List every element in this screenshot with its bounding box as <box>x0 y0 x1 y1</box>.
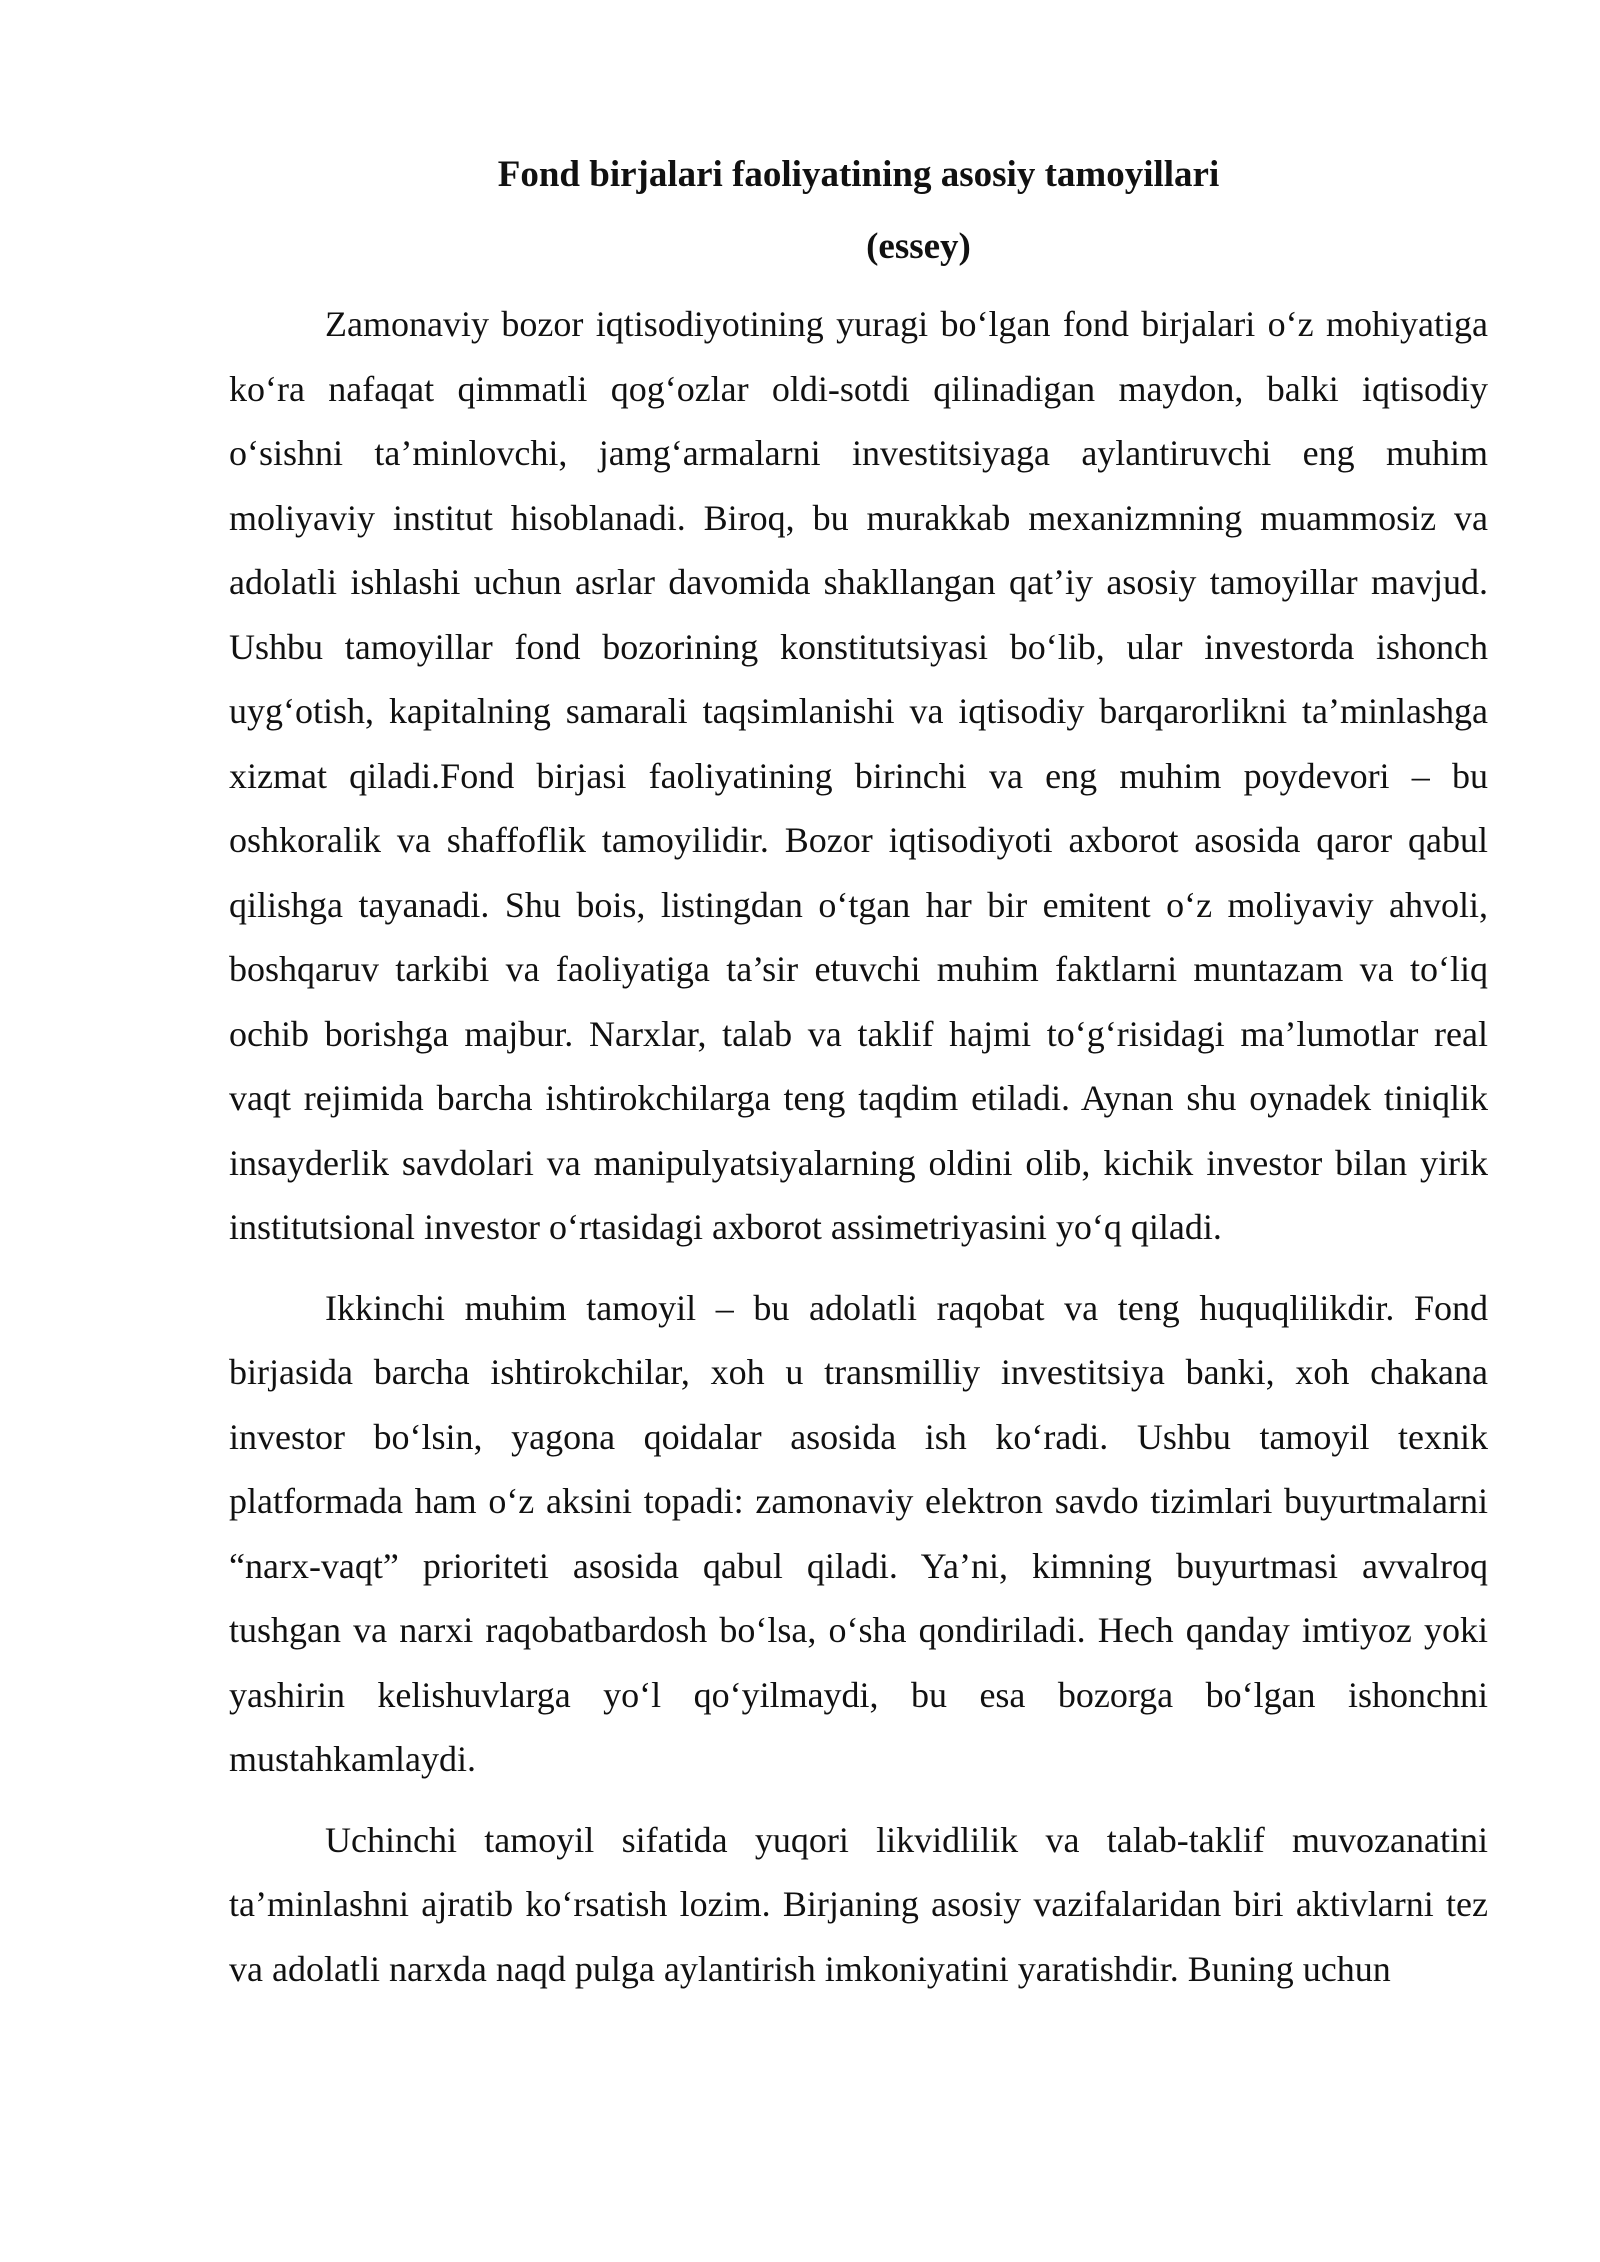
paragraph-3: Uchinchi tamoyil sifatida yuqori likvidlilik va talab-taklif muvozanatini ta’minlashni ajratib ko‘rsatish lozim. Birjaning asosiy vazifalaridan biri aktivlarni tez va adolatli narxda naqd pulga aylantirish imkoniyatini yaratishdir. Buning uchun <box>229 1819 1488 1989</box>
paragraph-2: Ikkinchi muhim tamoyil – bu adolatli raqobat va teng huquqlilikdir. Fond birjasida barcha ishtirokchilar, xoh u transmilliy investitsiya banki, xoh chakana investor bo‘lsin, yagona qoidalar asosida ish ko‘radi. Ushbu tamoyil texnik platformada ham o‘z aksini topadi: zamonaviy elektron savdo tizimlari buyurtmalarni “narx-vaqt” prioriteti asosida qabul qiladi. Ya’ni, kimning buyurtmasi avvalroq tushgan va narxi raqobatbardosh bo‘lsa, o‘sha qondiriladi. Hech qanday imtiyoz yoki yashirin kelishuvlarga yo‘l qo‘yilmaydi, bu esa bozorga bo‘lgan ishonchni mustahkamlaydi. <box>229 1287 1488 1779</box>
essay-body <box>229 150 1488 2001</box>
paragraph-1: Zamonaviy bozor iqtisodiyotining yuragi bo‘lgan fond birjalari o‘z mohiyatiga ko‘ra nafaqat qimmatli qog‘ozlar oldi-sotdi qilinadigan maydon, balki iqtisodiy o‘sishni ta’minlovchi, jamg‘armalarni investitsiyaga aylantiruvchi eng muhim moliyaviy institut hisoblanadi. Biroq, bu murakkab mexanizmning muammosiz va adolatli ishlashi uchun asrlar davomida shakllangan qat’iy asosiy tamoyillar mavjud. Ushbu tamoyillar fond bozorining konstitutsiyasi bo‘lib, ular investorda ishonch uyg‘otish, kapitalning samarali taqsimlanishi va iqtisodiy barqarorlikni ta’minlashga xizmat qiladi.Fond birjasi faoliyatining birinchi va eng muhim poydevori – bu oshkoralik va shaffoflik tamoyilidir. Bozor iqtisodiyoti axborot asosida qaror qabul qilishga tayanadi. Shu bois, listingdan o‘tgan har bir emitent o‘z moliyaviy ahvoli, boshqaruv tarkibi va faoliyatiga ta’sir etuvchi muhim faktlarni muntazam va to‘liq ochib borishga majbur. Narxlar, talab va taklif hajmi to‘g‘risidagi ma’lumotlar real vaqt rejimida barcha ishtirokchilarga teng taqdim etiladi. Aynan shu oynadek tiniqlik insayderlik savdolari va manipulyatsiyalarning oldini olib, kichik investor bilan yirik institutsional investor o‘rtasidagi axborot assimetriyasini yo‘q qiladi. <box>229 304 1488 1247</box>
essay-subtitle: (essey) <box>866 226 971 267</box>
essay-title: Fond birjalari faoliyatining asosiy tamoyillari <box>497 154 1220 195</box>
